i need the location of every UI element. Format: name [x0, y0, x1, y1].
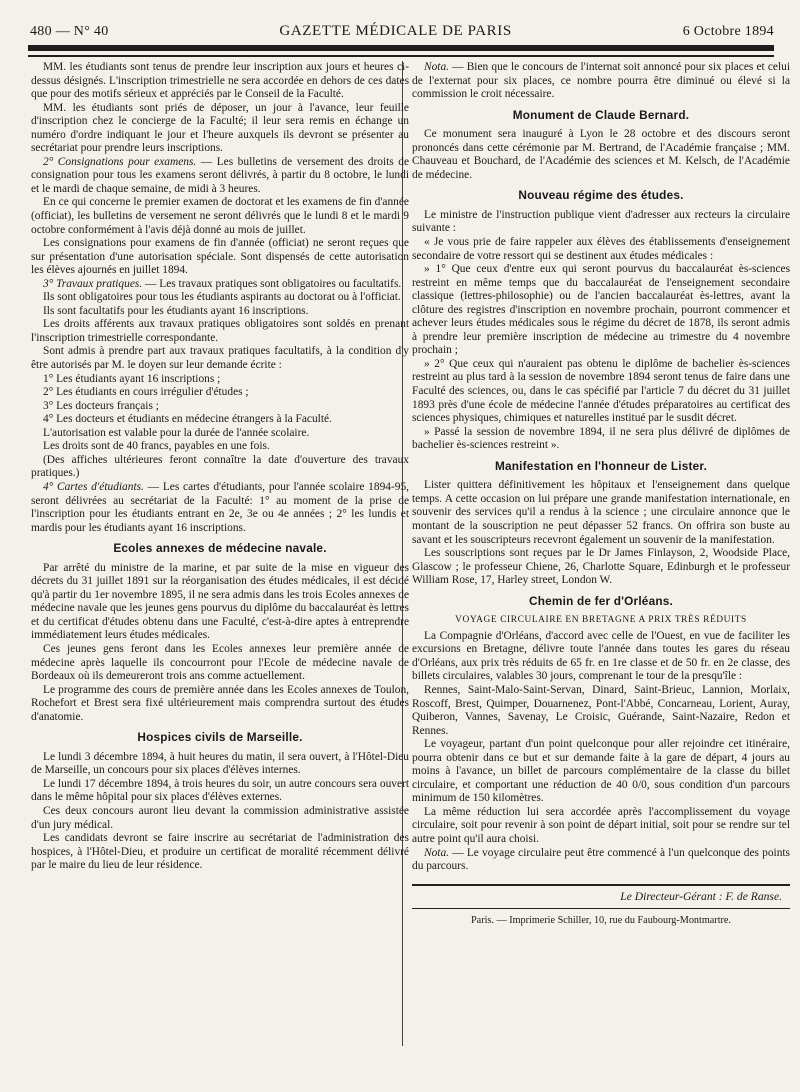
item-heading: 4° Cartes d'étudiants.	[43, 480, 144, 493]
paragraph: En ce qui concerne le premier examen de doctorat et les examens de fin d'année (officiat), les bulletins de versement ne seront délivrés que le lundi 8 et le mardi 9 octobre conformément à l'avis déjà donné au mois de juillet.	[31, 196, 409, 236]
paragraph: Rennes, Saint-Malo-Saint-Servan, Dinard, Saint-Brieuc, Lannion, Morlaix, Roscoff, Brest, Quimper, Douarnenez, Pont-l'Abbé, Concarneau, Lorient, Auray, Quiberon, Vannes, Savenay, Le Croisic, Guérande, Saint-Nazaire, Redon et Rennes.	[412, 683, 790, 737]
page-number: 480 — N° 40	[30, 24, 109, 39]
section-heading: Hospices civils de Marseille.	[137, 730, 303, 745]
editor-signature: Le Directeur-Gérant : F. de Ranse.	[620, 889, 782, 903]
section-heading: Ecoles annexes de médecine navale.	[113, 541, 327, 556]
paragraph: Les droits afférents aux travaux pratiques obligatoires sont soldés en prenant l'inscription trimestrielle correspondante.	[31, 318, 409, 344]
paragraph: » 1° Que ceux d'entre eux qui seront pourvus du baccalauréat ès-sciences restreint en même temps que du baccalauréat de l'enseignement secondaire classique (lettres-philosophie) ou de l'ancien baccalauréat ès-lettres, avant la clôture des registres d'inscription en novembre prochain, pourront commencer et achever leurs études médicales sous le régime du décret de 1878, ils seront admis à prendre leur première inscription de médecine au trimestre du 4 novembre prochain ;	[412, 263, 790, 357]
paragraph: MM. les étudiants sont tenus de prendre leur inscription aux jours et heures ci-dessus désignés. L'inscription trimestrielle ne sera accordée en dehors de ces dates que pour des motifs sérieux et appréciés par le Conseil de la Faculté.	[31, 61, 409, 101]
paragraph: » Passé la session de novembre 1894, il ne sera plus délivré de diplômes de bachelier ès-sciences restreint ».	[412, 425, 790, 452]
paragraph: La même réduction lui sera accordée après l'accomplissement du voyage circulaire, soit pour revenir à son point de départ initial, soit pour se rendre sur tel autre point qu'il aura choisi.	[412, 805, 790, 845]
paragraph: « Je vous prie de faire rappeler aux élèves des établissements d'enseignement secondaire de votre ressort qui se destinent aux études médicales :	[412, 236, 790, 262]
list-item: 2° Les étudiants en cours irrégulier d'études ;	[43, 386, 249, 399]
right-column	[412, 61, 790, 1082]
paragraph: Ces deux concours auront lieu devant la commission administrative assistée d'un jury médical.	[31, 804, 409, 831]
paragraph: Les consignations pour examens de fin d'année (officiat) ne seront reçues que sur présentation d'une autorisation spéciale. Sont dispensés de cette autorisation les élèves ajournés en juillet 1894.	[31, 237, 409, 277]
issue-date: 6 Octobre 1894	[682, 24, 774, 39]
paragraph: Le lundi 17 décembre 1894, à trois heures du soir, un autre concours sera ouvert dans le même hôpital pour six places d'élèves externes.	[31, 777, 409, 804]
paragraph: Le lundi 3 décembre 1894, à huit heures du matin, il sera ouvert, à l'Hôtel-Dieu de Marseille, un concours pour six places d'élèves internes.	[31, 750, 409, 777]
paragraph: (Des affiches ultérieures feront connaître la date d'ouverture des travaux pratiques.)	[31, 453, 409, 480]
list-item: 4° Les docteurs et étudiants en médecine étrangers à la Faculté.	[43, 413, 332, 426]
page-header	[30, 14, 774, 40]
section-heading: Monument de Claude Bernard.	[512, 107, 690, 122]
journal-title: GAZETTE MÉDICALE DE PARIS	[279, 23, 512, 39]
paragraph: Le voyageur, partant d'un point quelconque pour aller rejoindre cet itinéraire, pourra obtenir dans ce but et sur demande faite à la gare de départ, 4 jours au moins à l'avance, un billet de parcours complémentaire de la classe du billet circulaire, et comportant une réduction de 40 0/0, sous condition d'un parcours minimum de 150 kilomètres.	[412, 738, 790, 805]
header-rule-thick	[28, 45, 774, 51]
item-heading: 2° Consignations pour examens.	[43, 155, 197, 168]
signature-rule	[412, 884, 790, 886]
paragraph: Lister quittera définitivement les hôpitaux et l'enseignement dans quelque temps. A cette occasion on lui prépare une grande manifestation internationale, en souvenir des services qu'il a rendus à la science ; une circulaire annonce que le montant de la souscription ne peut dépasser 52 francs. On offrira son buste au savant et les souscripteurs recevront également un souvenir de la manifestation.	[412, 479, 790, 546]
paragraph: Les candidats devront se faire inscrire au secrétariat de l'administration des hospices, à l'Hôtel-Dieu, et produire un certificat de moralité récemment délivré par le maire du lieu de leur résidence.	[31, 832, 409, 872]
paragraph: » 2° Que ceux qui n'auraient pas obtenu le diplôme de bachelier ès-sciences restreint au plus tard à la session de novembre 1894 seront tenus de faire dans une Faculté des sciences, ou, dans le cas spécifié par l'article 7 du décret du 31 juillet 1893 près d'une école de médecine l'année d'études préparatoires au certificat des sciences physiques, chimiques et naturelles institué par le susdit décret.	[412, 357, 790, 425]
paragraph: Le programme des cours de première année dans les Ecoles annexes de Toulon, Rochefort et Brest sera fixé ultérieurement mais comprendra surtout des études d'anatomie.	[31, 683, 409, 723]
imprint-rule	[412, 908, 790, 909]
paragraph: Ils sont obligatoires pour tous les étudiants aspirants au doctorat ou à l'officiat.	[43, 291, 401, 304]
paragraph: Ce monument sera inauguré à Lyon le 28 octobre et des discours seront prononcés dans cette cérémonie par M. Bertrand, de l'Académie française ; MM. Chauveau et Bouchard, de l'Académie des sciences et M. Kelsch, de l'Académie de médecine.	[412, 128, 790, 181]
list-item: 1° Les étudiants ayant 16 inscriptions ;	[43, 372, 221, 385]
paragraph: MM. les étudiants sont priés de déposer, un jour à l'avance, leur feuille d'inscription chez le concierge de la Faculté; il leur sera remis en échange un numéro d'ordre indiquant le jour et l'heure auxquels ils devront se présenter au secrétariat pour prendre leurs inscriptions.	[31, 101, 409, 155]
item-heading: Nota.	[424, 61, 450, 73]
paragraph: La Compagnie d'Orléans, d'accord avec celle de l'Ouest, en vue de faciliter les excursions en Bretagne, délivre toute l'année dans toutes les gares du réseau d'Orléans, aux prix très réduits de 65 fr. en 1re classe et de 50 fr. en 2e classe, des billets circulaires, valables 30 jours, comprenant le tour de la presqu'île :	[412, 629, 790, 683]
left-column	[31, 61, 409, 1082]
printer-imprint: Paris. — Imprimerie Schiller, 10, rue du Faubourg-Montmartre.	[471, 915, 731, 927]
paragraph: Par arrêté du ministre de la marine, et par suite de la mise en vigueur des décrets du 31 juillet 1891 sur la réorganisation des études médicales, il est décidé qu'à partir du 1er novembre 1895, il ne sera admis dans les trois Ecoles annexes de médecine navale que les jeunes gens pourvus du diplôme du baccalauréat ès lettres et du certificat d'études obtenu dans une Faculté, c'est-à-dire aptes à entreprendre immédiatement leurs études médicales.	[31, 561, 409, 642]
paragraph: Nota. — Le voyage circulaire peut être commencé à l'un quelconque des points du parcours.	[412, 846, 790, 873]
header-rule-thin	[28, 55, 774, 57]
paragraph: L'autorisation est valable pour la durée de l'année scolaire.	[43, 426, 310, 439]
section-heading: Chemin de fer d'Orléans.	[529, 593, 673, 608]
paragraph: Le ministre de l'instruction publique vient d'adresser aux recteurs la circulaire suivante :	[412, 208, 790, 235]
paragraph: Ces jeunes gens feront dans les Ecoles annexes leur première année de médecine après laquelle ils concourront pour l'Ecole de médecine navale de Bordeaux où ils demeureront trois ans comme actuellement.	[31, 642, 409, 683]
paragraph: Les droits sont de 40 francs, payables en une fois.	[43, 440, 270, 453]
paragraph: 4° Cartes d'étudiants. — Les cartes d'étudiants, pour l'année scolaire 1894-95, seront délivrées au secrétariat de la Faculté: 1° au moment de la prise de l'inscription pour les étudiants entrant en 2e, 3e ou 4e années ; 2° les lundis et mardis pour les étudiants ayant 16 inscriptions.	[31, 480, 409, 534]
section-heading: Nouveau régime des études.	[518, 188, 684, 203]
item-heading: 3° Travaux pratiques.	[43, 277, 143, 290]
list-item: 3° Les docteurs français ;	[43, 399, 159, 412]
paragraph: Les souscriptions sont reçues par le Dr James Finlayson, 2, Woodside Place, Glascow ; le professeur Chiene, 26, Charlotte Square, Edinburgh et le professeur William Rose, 17, Harley street, London W.	[412, 547, 790, 587]
paragraph: Sont admis à prendre part aux travaux pratiques facultatifs, à la condition d'y être autorisés par M. le doyen sur leur demande écrite :	[31, 345, 409, 372]
section-heading: Manifestation en l'honneur de Lister.	[494, 458, 708, 473]
paragraph: 3° Travaux pratiques. — Les travaux pratiques sont obligatoires ou facultatifs.	[43, 277, 402, 290]
paragraph: Ils sont facultatifs pour les étudiants ayant 16 inscriptions.	[43, 304, 309, 317]
paragraph: 2° Consignations pour examens. — Les bulletins de versement des droits de consignation pour tous les examens seront délivrés, à partir du 8 octobre, le lundi et le mardi de chaque semaine, de midi à 3 heures.	[31, 155, 409, 195]
section-subheading: VOYAGE CIRCULAIRE EN BRETAGNE A PRIX TRÈS RÉDUITS	[455, 615, 747, 626]
paragraph: Nota. — Bien que le concours de l'internat soit annoncé pour six places et celui de l'externat pour six places, ce nombre pourra être diminué ou élevé si la commission le croit nécessaire.	[412, 61, 790, 101]
item-heading: Nota.	[424, 846, 450, 859]
